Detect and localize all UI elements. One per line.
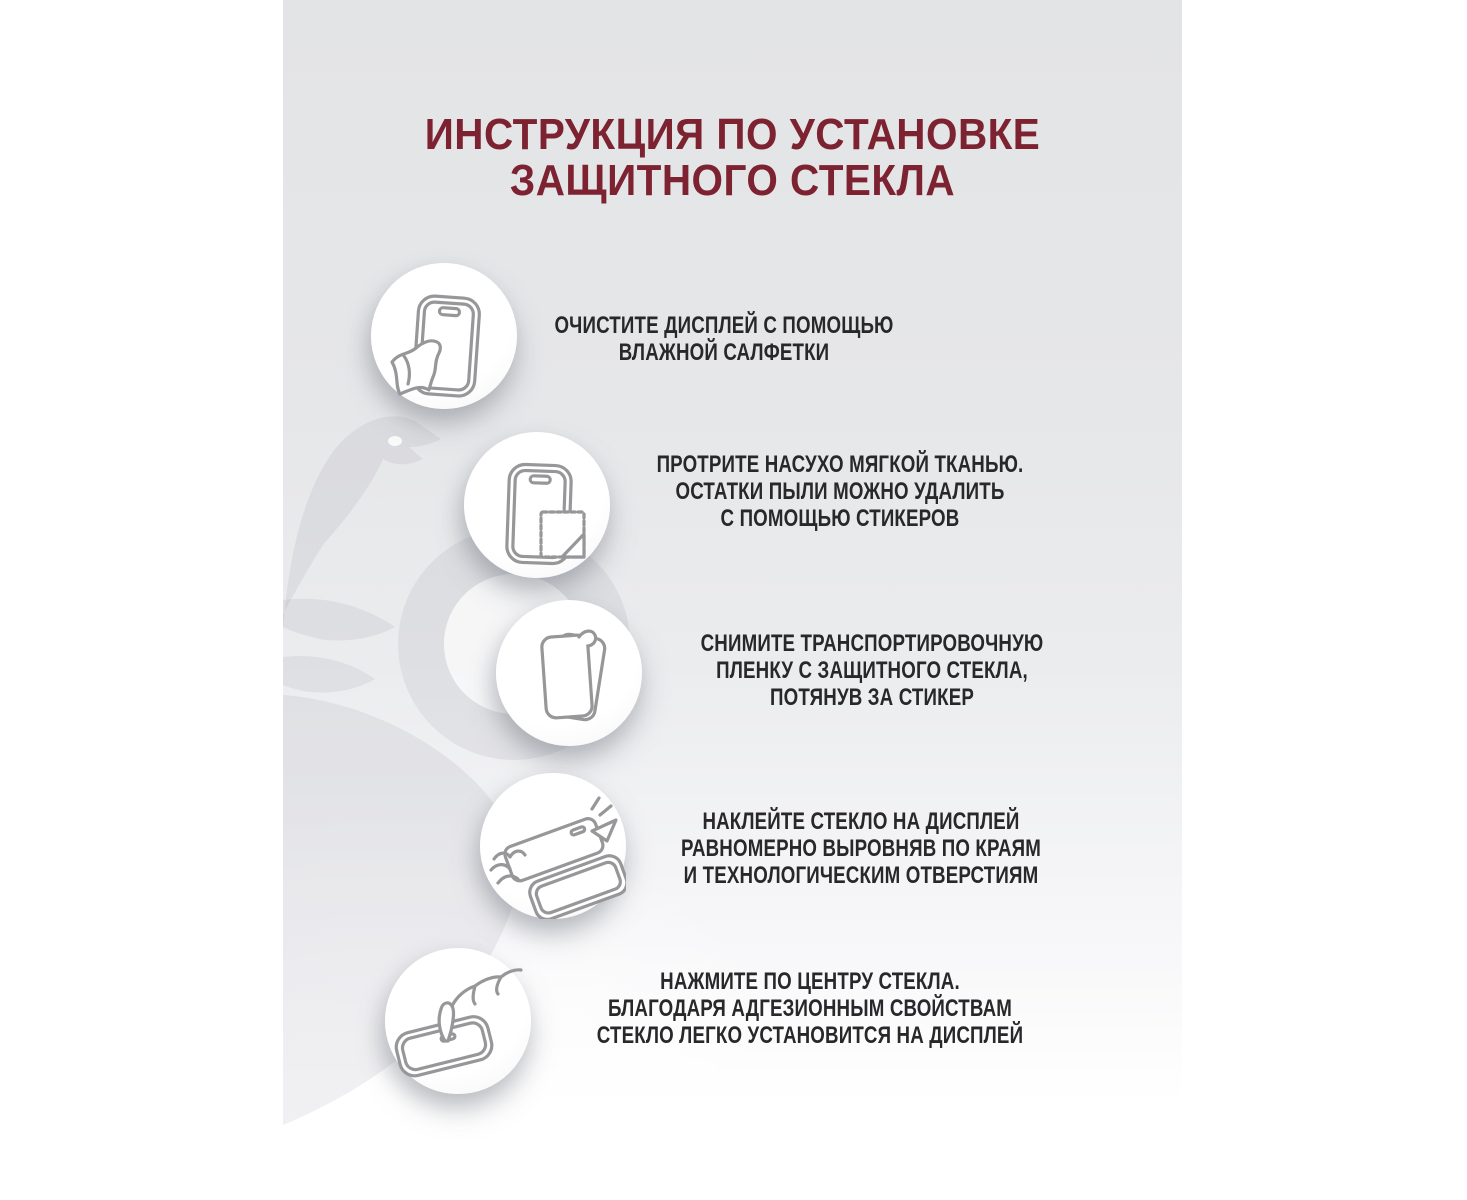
step-4-text bbox=[627, 808, 1095, 889]
step-4-line: НАКЛЕЙТЕ СТЕКЛО НА ДИСПЛЕЙ bbox=[702, 808, 1020, 835]
step-5-line: БЛАГОДАРЯ АДГЕЗИОННЫМ СВОЙСТВАМ bbox=[607, 995, 1013, 1022]
page-title bbox=[319, 112, 1146, 204]
step-2-line: ПРОТРИТЕ НАСУХО МЯГКОЙ ТКАНЬЮ. bbox=[656, 451, 1024, 478]
step-5-line: СТЕКЛО ЛЕГКО УСТАНОВИТСЯ НА ДИСПЛЕЙ bbox=[596, 1022, 1024, 1049]
page-title-line2: ЗАЩИТНОГО СТЕКЛА bbox=[509, 156, 956, 205]
phone-dry-sticker-icon bbox=[464, 432, 610, 578]
step-1-line: ОЧИСТИТЕ ДИСПЛЕЙ С ПОМОЩЬЮ bbox=[554, 312, 894, 339]
instruction-panel bbox=[283, 0, 1182, 1200]
page-title-line1: ИНСТРУКЦИЯ ПО УСТАНОВКЕ bbox=[424, 110, 1041, 159]
align-glass-hands-icon bbox=[480, 773, 626, 919]
step-3-text bbox=[638, 630, 1106, 711]
remove-transport-film-icon bbox=[496, 600, 642, 746]
step-5-line: НАЖМИТЕ ПО ЦЕНТРУ СТЕКЛА. bbox=[660, 968, 960, 995]
step-5-text bbox=[576, 968, 1044, 1049]
step-2-line: ОСТАТКИ ПЫЛИ МОЖНО УДАЛИТЬ bbox=[675, 478, 1005, 505]
step-4-icon-circle bbox=[480, 773, 626, 919]
step-3-line: ПОТЯНУВ ЗА СТИКЕР bbox=[770, 684, 974, 711]
step-5-icon-circle bbox=[385, 948, 531, 1094]
step-1-line: ВЛАЖНОЙ САЛФЕТКИ bbox=[618, 339, 830, 366]
step-4-line: И ТЕХНОЛОГИЧЕСКИМ ОТВЕРСТИЯМ bbox=[683, 862, 1039, 889]
step-2-line: С ПОМОЩЬЮ СТИКЕРОВ bbox=[720, 505, 960, 532]
step-3-line: ПЛЕНКУ С ЗАЩИТНОГО СТЕКЛА, bbox=[716, 657, 1028, 684]
step-1-text bbox=[490, 312, 958, 366]
step-3-line: СНИМИТЕ ТРАНСПОРТИРОВОЧНУЮ bbox=[700, 630, 1044, 657]
step-4-line: РАВНОМЕРНО ВЫРОВНЯВ ПО КРАЯМ bbox=[680, 835, 1042, 862]
step-2-icon-circle bbox=[464, 432, 610, 578]
step-3-icon-circle bbox=[496, 600, 642, 746]
press-glass-center-icon bbox=[385, 948, 531, 1094]
step-2-text bbox=[606, 451, 1074, 532]
